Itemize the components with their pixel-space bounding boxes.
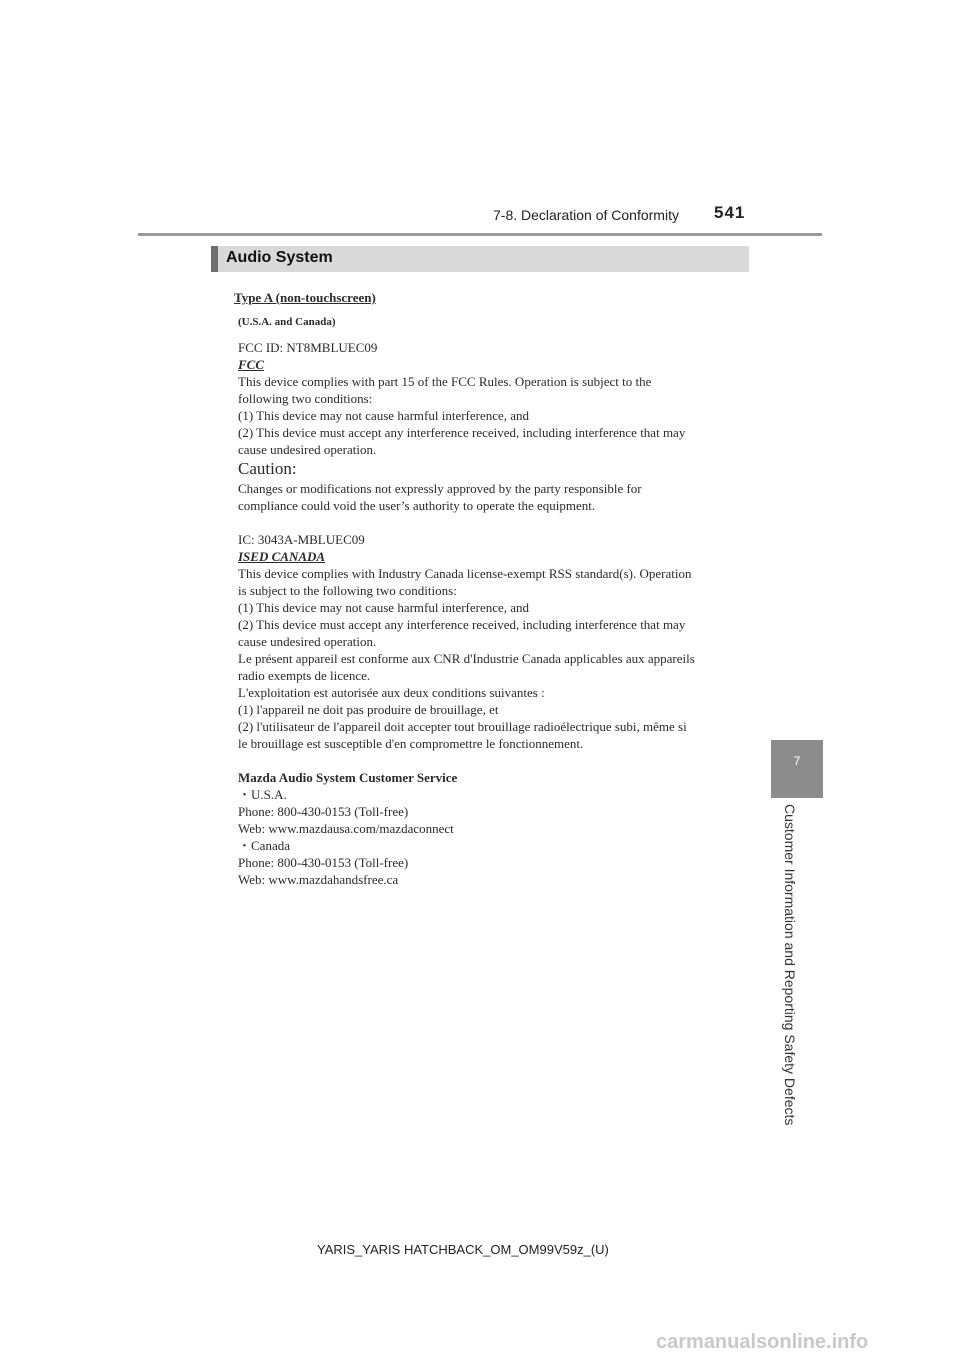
section-title: Audio System: [226, 249, 333, 266]
service-line: Phone: 800-430-0153 (Toll-free): [238, 804, 409, 819]
ised-line: radio exempts de licence.: [238, 668, 371, 683]
fcc-id: FCC ID: NT8MBLUEC09: [238, 340, 378, 355]
fcc-line: following two conditions:: [238, 391, 373, 406]
ised-line: (2) This device must accept any interference received, including interference that may: [238, 617, 686, 632]
ised-line: Le présent appareil est conforme aux CNR d'Industrie Canada applicables aux appareils: [238, 651, 695, 666]
fcc-line: cause undesired operation.: [238, 442, 377, 457]
page-number: 541: [714, 203, 746, 222]
watermark: carmanualsonline.info: [656, 1331, 869, 1353]
header-divider: [138, 233, 822, 236]
ised-label: ISED CANADA: [238, 549, 326, 564]
fcc-line: (2) This device must accept any interference received, including interference that may: [238, 425, 686, 440]
chapter-title: Customer Information and Reporting Safety Defects: [782, 804, 798, 1126]
ised-line: (1) This device may not cause harmful interference, and: [238, 600, 530, 615]
ised-line: is subject to the following two conditions:: [238, 583, 457, 598]
service-line: ・Canada: [238, 838, 290, 853]
ised-line: cause undesired operation.: [238, 634, 377, 649]
section-accent-mark: [211, 246, 218, 272]
chapter-tab: [771, 740, 823, 798]
section-title-bar: [211, 246, 749, 272]
chapter-number: 7: [793, 754, 801, 768]
header-section-title: 7-8. Declaration of Conformity: [493, 207, 679, 223]
caution-line: compliance could void the user’s authority to operate the equipment.: [238, 498, 596, 513]
service-line: ・U.S.A.: [238, 787, 287, 802]
fcc-line: This device complies with part 15 of the FCC Rules. Operation is subject to the: [238, 374, 652, 389]
caution-line: Changes or modifications not expressly approved by the party responsible for: [238, 481, 642, 496]
ised-line: L'exploitation est autorisée aux deux conditions suivantes :: [238, 685, 545, 700]
service-heading: Mazda Audio System Customer Service: [238, 770, 458, 785]
caution-label: Caution:: [238, 459, 297, 478]
ic-number: IC: 3043A-MBLUEC09: [238, 532, 365, 547]
service-line: Phone: 800-430-0153 (Toll-free): [238, 855, 409, 870]
region-label: (U.S.A. and Canada): [238, 316, 336, 328]
fcc-line: (1) This device may not cause harmful interference, and: [238, 408, 530, 423]
service-line: Web: www.mazdahandsfree.ca: [238, 872, 399, 887]
ised-line: This device complies with Industry Canada license-exempt RSS standard(s). Operation: [238, 566, 692, 581]
ised-line: (2) l'utilisateur de l'appareil doit accepter tout brouillage radioélectrique subi, même si: [238, 719, 687, 734]
type-heading: Type A (non-touchscreen): [234, 290, 376, 305]
ised-line: le brouillage est susceptible d'en compromettre le fonctionnement.: [238, 736, 584, 751]
ised-line: (1) l'appareil ne doit pas produire de brouillage, et: [238, 702, 499, 717]
service-line: Web: www.mazdausa.com/mazdaconnect: [238, 821, 454, 836]
document-footer: YARIS_YARIS HATCHBACK_OM_OM99V59z_(U): [317, 1242, 609, 1257]
declaration-content: [234, 289, 748, 888]
fcc-label: FCC: [238, 357, 265, 372]
